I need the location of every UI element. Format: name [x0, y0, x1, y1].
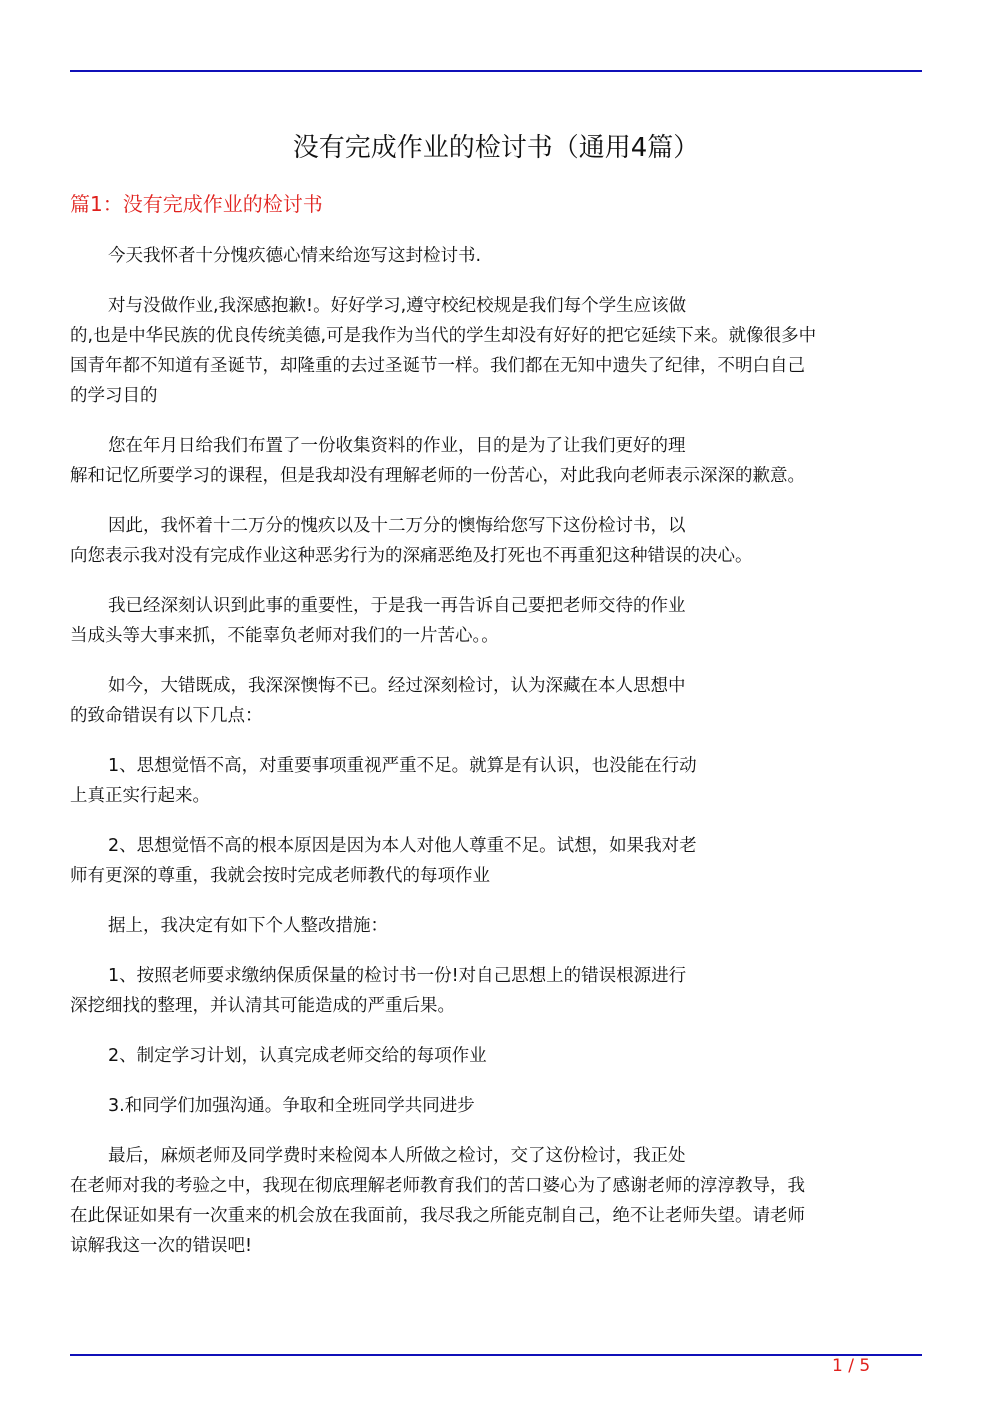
document-body [70, 241, 930, 1281]
paragraph-line: 的,也是中华民族的优良传统美德,可是我作为当代的学生却没有好好的把它延续下来。就像很多中 [70, 326, 817, 346]
paragraph-line: 如今，大错既成，我深深懊悔不已。经过深刻检讨，认为深藏在本人思想中 [108, 676, 686, 696]
footer-rule [70, 1354, 922, 1356]
paragraph-line: 在老师对我的考验之中，我现在彻底理解老师教育我们的苦口婆心为了感谢老师的淳淳教导，我 [70, 1176, 805, 1196]
paragraph-line: 据上，我决定有如下个人整改措施： [108, 916, 388, 936]
paragraph-line: 师有更深的尊重，我就会按时完成老师教代的每项作业 [70, 866, 490, 886]
paragraph [70, 291, 930, 411]
paragraph [70, 1141, 930, 1261]
paragraph-line: 因此，我怀着十二万分的愧疚以及十二万分的懊悔给您写下这份检讨书，以 [108, 516, 686, 536]
paragraph-line: 解和记忆所要学习的课程，但是我却没有理解老师的一份苦心，对此我向老师表示深深的歉意。 [70, 466, 805, 486]
paragraph-line: 1、思想觉悟不高，对重要事项重视严重不足。就算是有认识，也没能在行动 [108, 756, 697, 776]
section-heading: 篇1：没有完成作业的检讨书 [70, 192, 323, 216]
paragraph [70, 1091, 930, 1121]
header-rule [70, 70, 922, 72]
paragraph-line: 深挖细找的整理，并认清其可能造成的严重后果。 [70, 996, 455, 1016]
paragraph-line: 1、按照老师要求缴纳保质保量的检讨书一份!对自己思想上的错误根源进行 [108, 966, 687, 986]
paragraph [70, 1041, 930, 1071]
paragraph-line: 今天我怀者十分愧疚德心情来给迩写这封检讨书. [108, 246, 482, 266]
paragraph-line: 当成头等大事来抓，不能辜负老师对我们的一片苦心。。 [70, 626, 499, 646]
paragraph-line: 的学习目的 [70, 386, 158, 406]
paragraph [70, 671, 930, 731]
page-number: 1 / 5 [832, 1356, 871, 1376]
paragraph-line: 上真正实行起来。 [70, 786, 210, 806]
paragraph [70, 751, 930, 811]
document-title: 没有完成作业的检讨书（通用4篇） [292, 133, 700, 163]
paragraph-line: 国青年都不知道有圣诞节，却隆重的去过圣诞节一样。我们都在无知中遗失了纪律，不明白自己 [70, 356, 805, 376]
paragraph-line: 3.和同学们加强沟通。争取和全班同学共同进步 [108, 1096, 475, 1116]
paragraph [70, 831, 930, 891]
paragraph [70, 241, 930, 271]
paragraph [70, 511, 930, 571]
paragraph [70, 431, 930, 491]
paragraph-line: 的致命错误有以下几点： [70, 706, 263, 726]
paragraph [70, 591, 930, 651]
paragraph-line: 2、制定学习计划，认真完成老师交给的每项作业 [108, 1046, 487, 1066]
paragraph-line: 谅解我这一次的错误吧! [70, 1236, 253, 1256]
paragraph [70, 961, 930, 1021]
paragraph-line: 向您表示我对没有完成作业这种恶劣行为的深痛恶绝及打死也不再重犯这种错误的决心。 [70, 546, 753, 566]
paragraph-line: 对与没做作业,我深感抱歉!。好好学习,遵守校纪校规是我们每个学生应该做 [108, 296, 687, 316]
paragraph-line: 在此保证如果有一次重来的机会放在我面前，我尽我之所能克制自己，绝不让老师失望。请老师 [70, 1206, 805, 1226]
paragraph [70, 911, 930, 941]
paragraph-line: 您在年月日给我们布置了一份收集资料的作业，目的是为了让我们更好的理 [108, 436, 686, 456]
paragraph-line: 我已经深刻认识到此事的重要性，于是我一再告诉自己要把老师交待的作业 [108, 596, 686, 616]
paragraph-line: 2、思想觉悟不高的根本原因是因为本人对他人尊重不足。试想，如果我对老 [108, 836, 697, 856]
paragraph-line: 最后，麻烦老师及同学费时来检阅本人所做之检讨，交了这份检讨，我正处 [108, 1146, 686, 1166]
